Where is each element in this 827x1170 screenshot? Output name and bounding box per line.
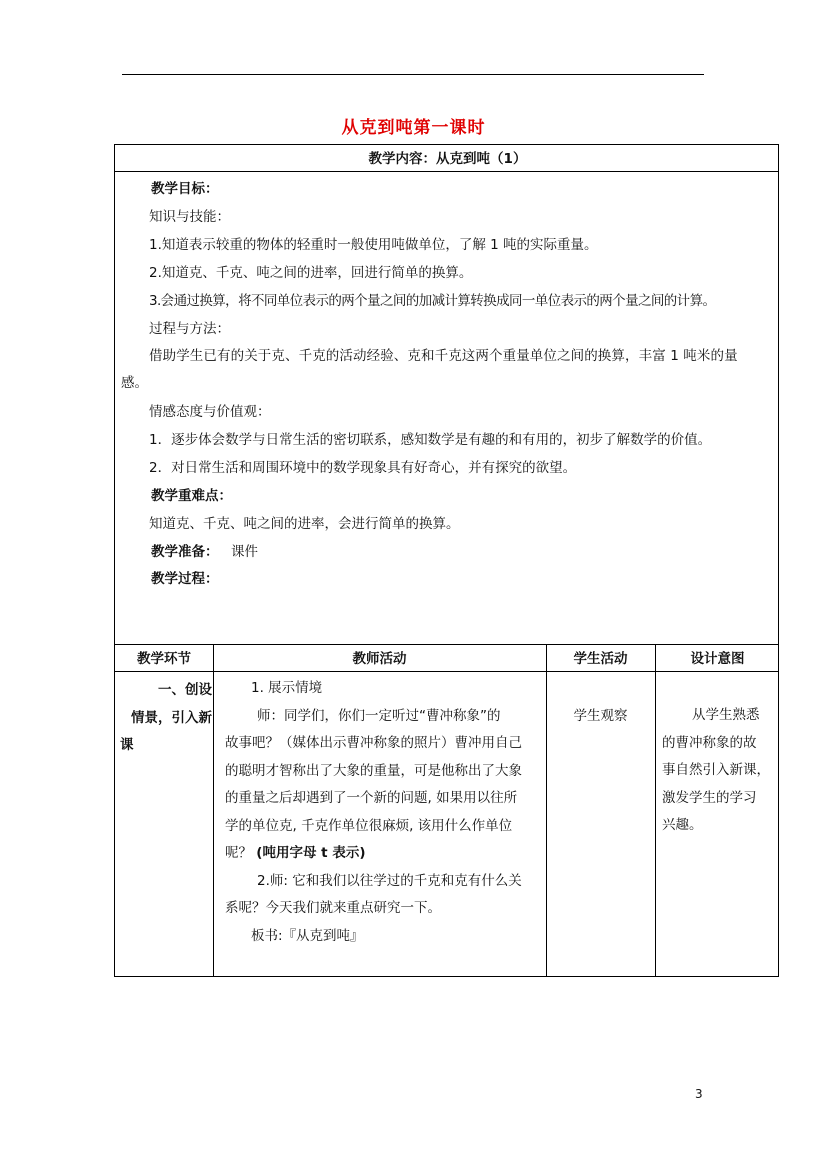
stage-cell xyxy=(120,677,212,760)
knowledge-item: 3.会通过换算，将不同单位表示的两个量之间的加减计算转换成同一单位表示的两个量之间的计算。 xyxy=(149,293,716,309)
knowledge-item: 2.知道克、千克、吨之间的进率，回进行简单的换算。 xyxy=(149,265,473,281)
lesson-table xyxy=(114,144,779,977)
table-divider xyxy=(115,644,778,645)
intent-line: 从学生熟悉 xyxy=(692,707,760,723)
knowledge-label: 知识与技能： xyxy=(149,209,230,225)
column-divider xyxy=(213,644,214,977)
emotion-label: 情感态度与价值观： xyxy=(149,404,271,420)
teacher-line: 2.师: 它和我们以往学过的千克和克有什么关 xyxy=(257,872,522,889)
teacher-bold-note: (吨用字母 t 表示) xyxy=(256,845,366,861)
prep-label: 教学准备： xyxy=(151,544,219,560)
process-text: 借助学生已有的关于克、千克的活动经验、克和千克这两个重量单位之间的换算，丰富 1 吨米的量 xyxy=(149,348,738,364)
stage-line: 课 xyxy=(120,737,134,753)
intent-line: 兴趣。 xyxy=(662,817,703,833)
emotion-item: 1．逐步体会数学与日常生活的密切联系，感知数学是有趣的和有用的，初步了解数学的价值。 xyxy=(149,432,712,448)
stage-line: 情景，引入新 xyxy=(131,709,212,726)
teacher-line: 1. 展示情境 xyxy=(251,680,323,696)
intent-line: 激发学生的学习 xyxy=(662,789,757,806)
student-cell: 学生观察 xyxy=(573,708,628,724)
process-label: 过程与方法： xyxy=(149,321,230,337)
table-divider xyxy=(115,671,778,672)
column-header-student: 学生活动 xyxy=(573,651,628,667)
intent-cell xyxy=(662,702,777,840)
header-rule xyxy=(122,74,704,75)
stage-line: 一、创设 xyxy=(158,682,212,698)
process-text-cont: 感。 xyxy=(121,375,148,391)
column-divider xyxy=(655,644,656,977)
column-header-teacher: 教师活动 xyxy=(352,651,407,667)
teacher-line: 系呢？今天我们就来重点研究一下。 xyxy=(225,900,441,916)
key-points-label: 教学重难点： xyxy=(151,488,232,504)
teacher-cell xyxy=(225,675,545,950)
page-number: 3 xyxy=(695,1087,703,1101)
column-divider xyxy=(546,644,547,977)
teacher-line xyxy=(225,840,545,868)
page-title: 从克到吨第一课时 xyxy=(341,118,486,138)
objectives-heading: 教学目标： xyxy=(151,181,219,197)
key-points-text: 知道克、千克、吨之间的进率，会进行简单的换算。 xyxy=(149,516,460,532)
teacher-line: 的聪明才智称出了大象的重量，可是他称出了大象 xyxy=(225,762,522,779)
teacher-line: 学的单位克, 千克作单位很麻烦, 该用什么作单位 xyxy=(225,817,513,834)
column-header-intent: 设计意图 xyxy=(690,651,745,667)
content-header: 教学内容：从克到吨（1） xyxy=(368,151,527,167)
prep-text: 课件 xyxy=(231,544,258,560)
teacher-text: 呢？ xyxy=(225,845,252,861)
table-divider xyxy=(115,171,778,172)
knowledge-item: 1.知道表示较重的物体的轻重时一般使用吨做单位，了解 1 吨的实际重量。 xyxy=(149,237,598,253)
intent-line: 的曹冲称象的故 xyxy=(662,734,757,751)
process-heading: 教学过程： xyxy=(151,571,219,587)
teacher-line: 的重量之后却遇到了一个新的问题, 如果用以往所 xyxy=(225,790,518,806)
teacher-line: 故事吧？（媒体出示曹冲称象的照片）曹冲用自己 xyxy=(225,735,522,751)
teacher-line: 板书:『从克到吨』 xyxy=(251,927,364,944)
intent-line: 事自然引入新课， xyxy=(662,762,770,778)
column-header-stage: 教学环节 xyxy=(137,651,191,667)
teacher-line: 师：同学们，你们一定听过“曹冲称象”的 xyxy=(257,707,501,724)
emotion-item: 2．对日常生活和周围环境中的数学现象具有好奇心，并有探究的欲望。 xyxy=(149,460,577,476)
